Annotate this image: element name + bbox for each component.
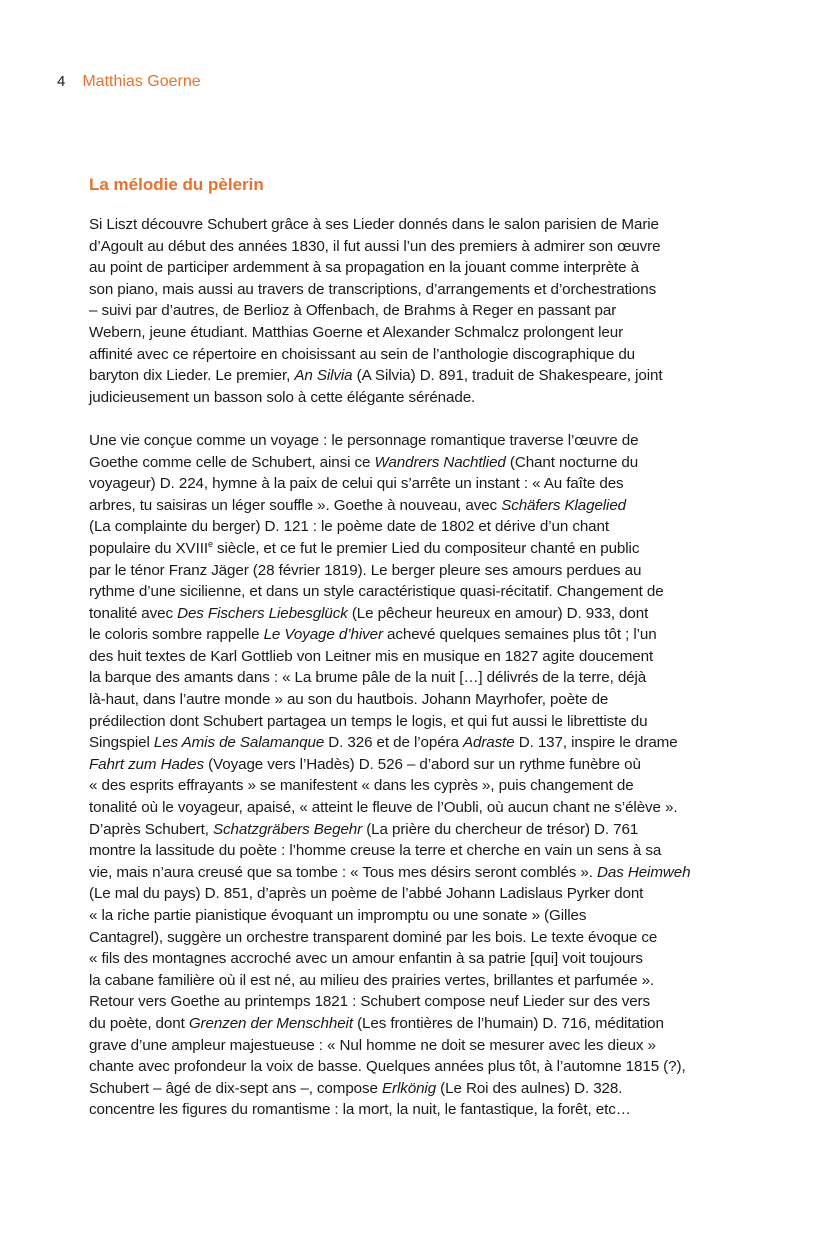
section-title: La mélodie du pèlerin (89, 175, 264, 194)
text-run: le coloris sombre rappelle (89, 626, 264, 644)
text-run: Cantagrel), suggère un orchestre transparent dominé par les bois. Le texte évoque ce (89, 928, 658, 946)
text-line (89, 754, 737, 776)
text-line (89, 1056, 737, 1078)
work-title: Fahrt zum Hades (89, 755, 204, 773)
text-line (89, 473, 737, 495)
text-line (89, 991, 737, 1013)
work-title: Das Heimweh (597, 863, 691, 881)
text-line (89, 387, 737, 409)
text-run: – suivi par d’autres, de Berlioz à Offenbach, de Brahms à Reger en passant par (89, 302, 617, 320)
text-run: tonalité avec (89, 604, 178, 622)
text-run: (La prière du chercheur de trésor) D. 761 (362, 820, 639, 838)
text-run: des huit textes de Karl Gottlieb von Leitner mis en musique en 1827 agite doucement (89, 647, 654, 665)
text-run: populaire du XVIII (89, 539, 208, 557)
text-run: voyageur) D. 224, hymne à la paix de celui qui s’arrête un instant : « Au faîte des (89, 475, 624, 493)
work-title: Le Voyage d’hiver (263, 626, 383, 644)
work-title: Schatzgräbers Begehr (212, 820, 363, 838)
text-line (89, 732, 737, 754)
text-line (89, 883, 737, 905)
running-header-author: Matthias Goerne (82, 73, 201, 90)
text-line (89, 560, 737, 582)
work-title: Schäfers Klagelied (501, 496, 627, 514)
text-line (89, 624, 737, 646)
text-run: (La complainte du berger) D. 121 : le poème date de 1802 et dérive d’un chant (89, 518, 609, 536)
text-run: baryton dix Lieder. Le premier, (89, 367, 295, 385)
text-run: D’après Schubert, (89, 820, 213, 838)
text-line (89, 711, 737, 733)
text-run: rythme d’une sicilienne, et dans un style caractéristique quasi-récitatif. Changement de (89, 583, 664, 601)
article-body (89, 214, 737, 1121)
text-line (89, 279, 737, 301)
text-run: son piano, mais aussi au travers de transcriptions, d’arrangements et d’orchestrations (89, 280, 657, 298)
text-line (89, 495, 737, 517)
text-line (89, 603, 737, 625)
text-run: concentre les figures du romantisme : la mort, la nuit, le fantastique, la forêt, etc… (89, 1101, 631, 1119)
text-line (89, 646, 737, 668)
text-run: Singspiel (89, 734, 154, 752)
text-run: judicieusement un basson solo à cette élégante sérénade. (89, 388, 476, 406)
text-run: (Chant nocturne du (505, 453, 639, 471)
text-line (89, 970, 737, 992)
text-run: (Les frontières de l’humain) D. 716, méditation (352, 1014, 664, 1032)
text-run: là-haut, dans l’autre monde » au son du hautbois. Johann Mayrhofer, poète de (89, 691, 609, 709)
text-run: « des esprits effrayants » se manifestent « dans les cyprès », puis changement de (89, 777, 634, 795)
text-line (89, 236, 737, 258)
text-run: « la riche partie pianistique évoquant un impromptu ou une sonate » (Gilles (89, 907, 587, 924)
text-line (89, 214, 737, 236)
text-line (89, 927, 737, 949)
text-run: « fils des montagnes accroché avec un amour enfantin à sa patrie [qui] voit toujours (89, 950, 643, 968)
text-run: Webern, jeune étudiant. Matthias Goerne et Alexander Schmalcz prolongent leur (89, 323, 624, 341)
text-line (89, 775, 737, 797)
work-title: Les Amis de Salamanque (153, 734, 325, 752)
text-run: d’Agoult au début des années 1830, il fut aussi l’un des premiers à admirer son œuvre (89, 237, 661, 255)
text-line (89, 905, 737, 927)
text-line (89, 667, 737, 689)
paragraph-1 (89, 214, 737, 408)
work-title: Erlkönig (381, 1079, 437, 1097)
text-run: affinité avec ce répertoire en choisissant au sein de l’anthologie discographique du (89, 345, 636, 363)
text-run: la cabane familière où il est né, au milieu des prairies vertes, brillantes et parfumée ». (89, 971, 655, 989)
text-run: Une vie conçue comme un voyage : le personnage romantique traverse l’œuvre de (89, 431, 639, 449)
text-line (89, 300, 737, 322)
superscript: e (207, 538, 213, 549)
text-line (89, 840, 737, 862)
running-header (57, 71, 201, 93)
text-line (89, 322, 737, 344)
work-title: An Silvia (294, 367, 353, 385)
text-line (89, 538, 737, 560)
text-run: (Le pêcheur heureux en amour) D. 933, dont (347, 604, 649, 622)
text-run: Goethe comme celle de Schubert, ainsi ce (89, 453, 375, 471)
work-title: Adraste (462, 734, 515, 752)
text-run: (Le mal du pays) D. 851, d’après un poème de l’abbé Johann Ladislaus Pyrker dont (89, 885, 644, 903)
text-run: prédilection dont Schubert partagea un temps le logis, et qui fut aussi le librettiste du (89, 712, 648, 730)
text-line (89, 1013, 737, 1035)
text-run: (Voyage vers l’Hadès) D. 526 – d’abord sur un rythme funèbre où (203, 755, 641, 773)
text-run: D. 137, inspire le drame (514, 734, 678, 752)
text-run: (A Silvia) D. 891, traduit de Shakespeare, joint (352, 367, 663, 385)
text-line (89, 581, 737, 603)
text-line (89, 344, 737, 366)
page-number: 4 (57, 73, 66, 90)
text-line (89, 689, 737, 711)
text-run: siècle, et ce fut le premier Lied du compositeur chanté en public (212, 539, 640, 557)
text-line (89, 430, 737, 452)
text-line (89, 797, 737, 819)
text-line (89, 1035, 737, 1057)
work-title: Wandrers Nachtlied (374, 453, 506, 471)
work-title: Grenzen der Menschheit (188, 1014, 353, 1032)
text-run: au point de participer ardemment à sa propagation en la jouant comme interprète à (89, 259, 639, 277)
text-run: Schubert – âgé de dix-sept ans –, compose (89, 1079, 382, 1097)
text-run: (Le Roi des aulnes) D. 328. (436, 1079, 623, 1097)
text-line (89, 516, 737, 538)
text-line (89, 819, 737, 841)
text-line (89, 452, 737, 474)
text-run: Retour vers Goethe au printemps 1821 : Schubert compose neuf Lieder sur des vers (89, 993, 650, 1011)
text-run: la barque des amants dans : « La brume pâle de la nuit […] délivrés de la terre, déjà (89, 669, 647, 687)
text-run: tonalité où le voyageur, apaisé, « atteint le fleuve de l’Oubli, où aucun chant ne s’élève ». (89, 799, 678, 817)
paragraph-2 (89, 430, 737, 1121)
text-line (89, 1099, 737, 1121)
text-line (89, 948, 737, 970)
work-title: Des Fischers Liebesglück (177, 604, 348, 622)
text-line (89, 862, 737, 884)
text-run: arbres, tu saisiras un léger souffle ». Goethe à nouveau, avec (89, 496, 502, 514)
text-run: D. 326 et de l’opéra (324, 734, 463, 752)
text-run: achevé quelques semaines plus tôt ; l’un (382, 626, 657, 644)
text-run: grave d’une ampleur majestueuse : « Nul homme ne doit se mesurer avec les dieux » (89, 1036, 656, 1054)
text-line (89, 365, 737, 387)
text-line (89, 1078, 737, 1100)
text-run: vie, mais n’aura creusé que sa tombe : « Tous mes désirs seront comblés ». (89, 863, 597, 881)
text-line (89, 257, 737, 279)
text-run: par le ténor Franz Jäger (28 février 1819). Le berger pleure ses amours perdues au (89, 561, 642, 579)
text-run: du poète, dont (89, 1014, 189, 1032)
text-run: Si Liszt découvre Schubert grâce à ses Lieder donnés dans le salon parisien de Marie (89, 216, 659, 233)
text-run: montre la lassitude du poète : l’homme creuse la terre et cherche en vain un sens à sa (89, 842, 662, 860)
text-run: chante avec profondeur la voix de basse. Quelques années plus tôt, à l’automne 1815 (?), (89, 1058, 686, 1076)
